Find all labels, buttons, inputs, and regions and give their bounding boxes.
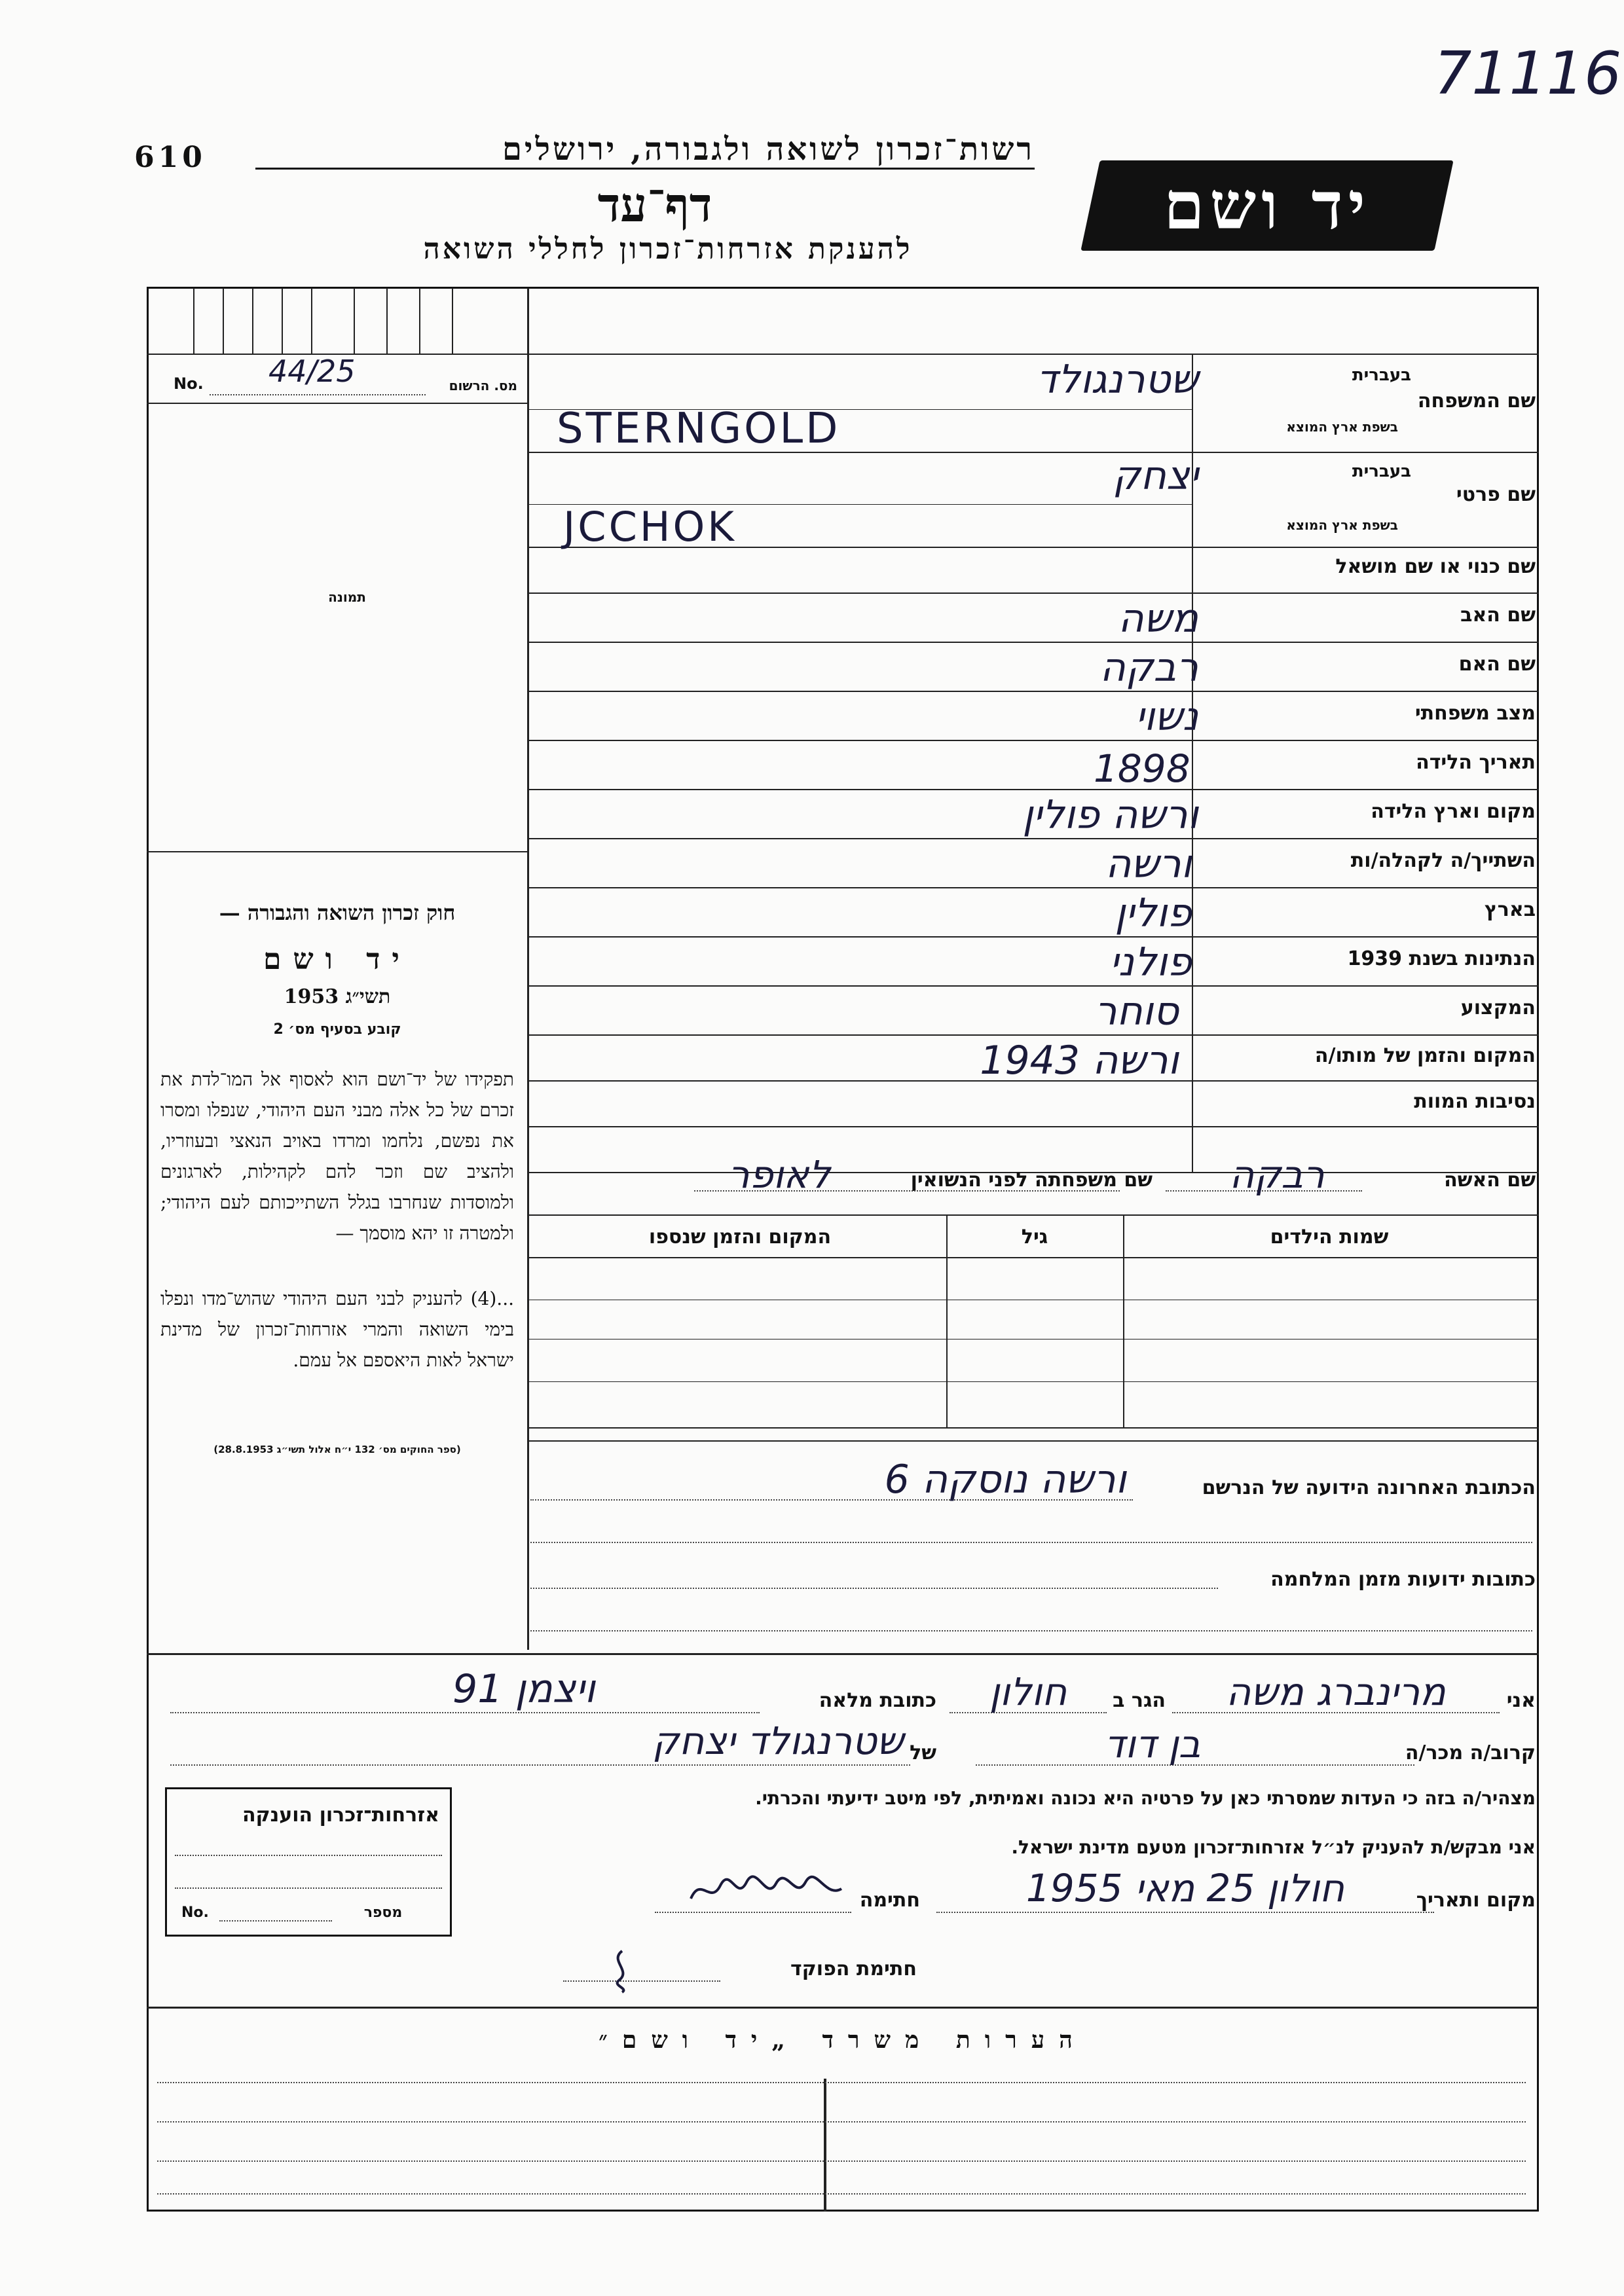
surname-hebrew-label: בעברית <box>1352 365 1411 385</box>
citizenship-box-number-label: מספר <box>363 1904 403 1921</box>
office-notes-title: הערות משרד „יד ושם״ <box>599 2026 1087 2054</box>
official-signature <box>602 1948 642 1994</box>
birthdate-label: תאריך הלידה <box>1416 751 1536 774</box>
law-year: תשי״ג 1953 <box>284 985 391 1008</box>
father-label: שם האב <box>1460 604 1536 627</box>
citizenship-box <box>165 1787 452 1937</box>
citizenship-box-title: אזרחות־זכרון הוענקה <box>242 1804 439 1827</box>
community-label: השתייך/ה לקהלה/ות <box>1350 849 1536 872</box>
corner-number: 71116 <box>1434 39 1622 108</box>
citizenship-box-line-1 <box>175 1855 442 1856</box>
witness-city-value: חולון <box>989 1669 1067 1714</box>
given-latin-value: JCCHOK <box>563 503 737 551</box>
surname-hebrew-value: שטרנגולד <box>1036 357 1198 403</box>
maiden-value: לאופר <box>728 1152 831 1197</box>
marital-label: מצב משפחתי <box>1414 702 1536 725</box>
witness-address-value: ויצמן 91 <box>452 1666 595 1712</box>
maiden-label: שם משפחתה לפני הנשואין <box>910 1169 1153 1192</box>
given-origin-label: בשפת ארץ המוצא <box>1286 517 1398 533</box>
witness-declaration: מצהיר/ה בזה כי העדות שמסרתי כאן על פרטיה היא נכונה ואמיתית, לפי מיטב ידיעתי והכרתי. <box>755 1787 1536 1809</box>
marital-value: נשוי <box>1135 694 1198 740</box>
authority-title: רשות־זכרון לשואה ולגבורה, ירושלים <box>255 131 1035 170</box>
father-value: משה <box>1118 596 1198 642</box>
witness-relation-value: בן דוד <box>1104 1722 1201 1766</box>
mother-label: שם האם <box>1458 653 1536 676</box>
given-hebrew-label: בעברית <box>1352 462 1411 481</box>
witness-name-value: מרינברג משה <box>1226 1669 1446 1714</box>
birthplace-label: מקום וארץ הלידה <box>1371 800 1536 823</box>
form-title: דף־עד <box>597 177 712 232</box>
last-address-label: הכתובת האחרונה הידועה של הנרשם <box>1202 1476 1536 1499</box>
witness-i-label: אני <box>1506 1689 1536 1712</box>
given-name-label: שם פרטי <box>1456 483 1536 506</box>
law-clause: קובע בסעיף מס׳ 2 <box>273 1021 401 1038</box>
yad-vashem-logo <box>1080 160 1453 251</box>
nickname-label: שם כנוי או שם מושאל <box>1335 555 1536 578</box>
death-value: ורשה 1943 <box>980 1038 1179 1084</box>
citizenship-box-line-3 <box>219 1920 332 1922</box>
surname-origin-label: בשפת ארץ המוצא <box>1286 419 1398 435</box>
reg-label: מס. הרשום <box>449 378 517 393</box>
place-date-label: מקום ותאריך <box>1416 1889 1536 1912</box>
mother-value: רבקה <box>1099 645 1198 691</box>
law-title: חוק זכרון השואה והגבורה — <box>219 900 456 925</box>
citizenship-box-line-2 <box>175 1887 442 1889</box>
place-date-value: חולון 25 מאי 1955 <box>1025 1866 1345 1910</box>
citizenship-label: הנתינות בשנת 1939 <box>1347 947 1536 970</box>
citizenship-box-no: No. <box>181 1904 209 1921</box>
profession-value: סוחר <box>1094 989 1179 1034</box>
law-name: יד ושם <box>263 943 411 976</box>
country-value: פולין <box>1115 890 1192 936</box>
children-names-header: שמות הילדים <box>1270 1226 1389 1248</box>
logo-text: יד ושם <box>1164 167 1371 244</box>
witness-relative-label: קרוב/ה מכר/ה <box>1405 1741 1536 1764</box>
children-place-header: המקום והזמן שנספו <box>648 1226 832 1248</box>
surname-latin-value: STERNGOLD <box>557 405 841 453</box>
signature-label: חתימה <box>859 1889 920 1912</box>
children-age-header: גיל <box>1021 1226 1048 1248</box>
last-address-value: ורשה נוסקה 6 <box>884 1457 1126 1503</box>
birthplace-value: ורשה פולין <box>1022 792 1198 838</box>
signature-scribble <box>688 1869 845 1908</box>
death-cause-label: נסיבות המוות <box>1414 1090 1536 1113</box>
witness-resides-label: הגר ב <box>1113 1689 1166 1712</box>
form-number: 610 <box>134 141 206 174</box>
witness-of-value: שטרנגולד יצחק <box>652 1719 904 1763</box>
reg-no-prefix: No. <box>174 374 204 393</box>
witness-address-label: כתובת מלאה <box>819 1689 936 1712</box>
given-hebrew-value: יצחק <box>1113 453 1198 499</box>
citizenship-value: פולני <box>1109 939 1192 985</box>
witness-signature <box>688 1869 845 1908</box>
official-signature-mark <box>602 1948 642 1994</box>
law-text-1: תפקידו של יד־ושם הוא לאסוף אל המו־לדת את זכרם של כל אלה מבני העם היהודי, שנפלו ומסרו את נפשם, נלחמו ומרדו באויב הנאצי ובעוזריו, ולהציב שם וזכר להם לקהילות, לארגונים ולמוסדות שנחרבו בגלל השתייכותם לעם היהודי; ולמטרה זו יהא מוסמך — <box>160 1068 514 1244</box>
photo-label: תמונה <box>328 589 366 605</box>
wife-label: שם האשה <box>1444 1169 1536 1192</box>
death-label: המקום והזמן של מותו/ה <box>1314 1044 1536 1067</box>
surname-label: שם המשפחה <box>1417 390 1536 412</box>
wife-value: רבקה <box>1229 1152 1325 1197</box>
law-text-2: ...(4) להעניק לבני העם היהודי שהוש־מדו ונפלו בימי השואה והמרי אזרחות־זכרון של מדינת ישראל לאות היאספם אל עמם. <box>160 1288 514 1371</box>
country-label: בארץ <box>1484 898 1536 921</box>
form-subtitle: להענקת אזרחות־זכרון לחללי השואה <box>423 232 913 266</box>
official-sig-label: חתימת הפוקד <box>790 1958 917 1980</box>
profession-label: המקצוע <box>1460 996 1536 1019</box>
reg-no-value: 44/25 <box>268 354 356 389</box>
witness-request: אני מבקש/ת להעניק לנ״ל אזרחות־זכרון מטעם מדינת ישראל. <box>1011 1836 1536 1858</box>
community-value: ורשה <box>1105 841 1192 887</box>
birthdate-value: 1898 <box>1094 746 1190 791</box>
law-source: (ספר החוקים מס׳ 132 י״ח אלול תשי״ג 28.8.1953) <box>213 1444 461 1455</box>
witness-of-label: של <box>910 1741 936 1764</box>
wartime-label: כתובות ידועות מזמן המלחמה <box>1270 1568 1536 1591</box>
